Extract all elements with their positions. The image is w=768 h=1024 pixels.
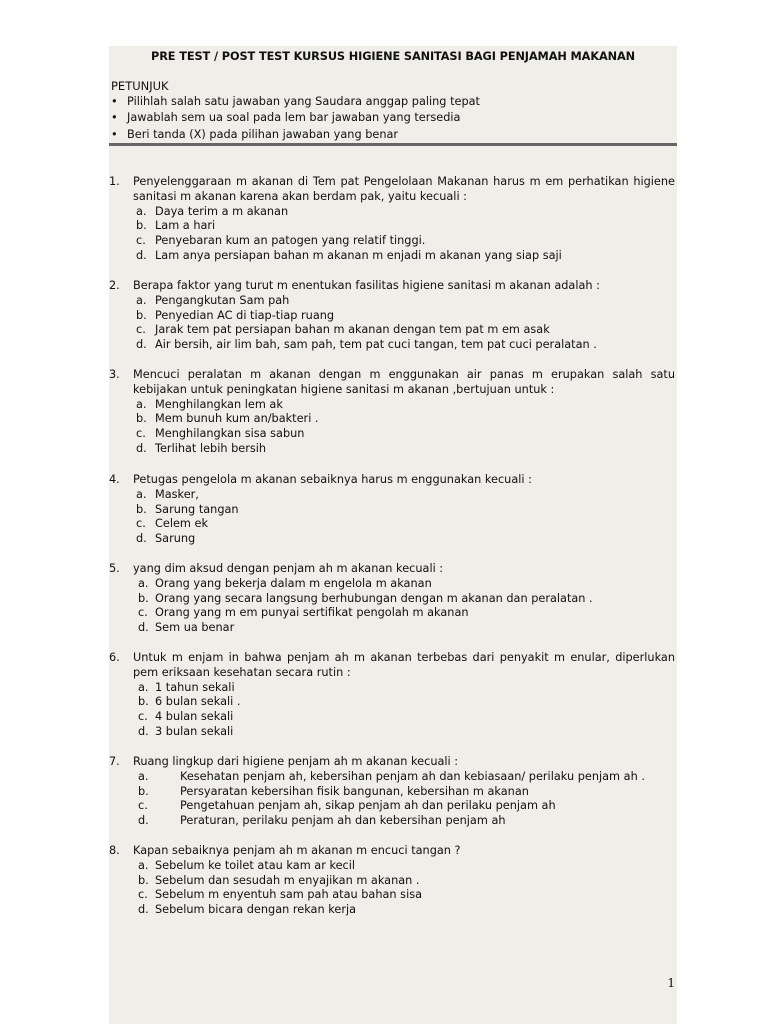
question-number: 4. — [109, 473, 120, 486]
option-letter: a. — [138, 680, 149, 694]
option-letter: a. — [138, 858, 149, 872]
answer-option — [109, 503, 675, 518]
option-letter: d. — [138, 724, 149, 738]
option-text: 1 tahun sekali — [155, 680, 235, 694]
answer-option — [109, 219, 675, 234]
question-stem — [109, 755, 675, 770]
option-text: Sem ua benar — [155, 621, 235, 635]
answer-option — [109, 799, 675, 814]
option-letter: b. — [136, 219, 147, 233]
option-letter: c. — [136, 323, 146, 337]
option-text: Sarung — [155, 532, 196, 546]
question-text: yang dim aksud dengan penjam ah m akanan kecuali : — [133, 562, 444, 575]
answer-option — [109, 577, 675, 592]
document-title: PRE TEST / POST TEST KURSUS HIGIENE SANITASI BAGI PENJAMAH MAKANAN — [151, 50, 635, 63]
question-text: Petugas pengelola m akanan sebaiknya harus m enggunakan kecuali : — [133, 473, 532, 486]
option-letter: a. — [136, 397, 147, 411]
option-letter: a. — [136, 204, 147, 218]
question-number: 7. — [109, 755, 120, 768]
option-letter: a. — [136, 487, 147, 501]
option-text: Daya terim a m akanan — [155, 204, 289, 218]
divider — [109, 143, 677, 146]
option-text: Menghilangkan lem ak — [155, 397, 283, 411]
question-stem — [109, 368, 675, 398]
option-text: Sebelum bicara dengan rekan kerja — [155, 903, 357, 917]
option-text: Lam a hari — [155, 219, 216, 233]
question-stem — [109, 175, 675, 205]
answer-option — [109, 592, 675, 607]
option-text: Pengangkutan Sam pah — [155, 293, 290, 307]
document-page — [109, 46, 677, 1024]
answer-option — [109, 710, 675, 725]
bullet-icon: • — [111, 127, 118, 141]
question-stem — [109, 651, 675, 681]
option-letter: c. — [138, 710, 148, 724]
option-letter: b. — [138, 695, 149, 709]
question-8 — [109, 844, 675, 918]
option-letter: b. — [136, 502, 147, 516]
page-number: 1 — [667, 976, 675, 990]
answer-option — [109, 234, 675, 249]
question-number: 8. — [109, 844, 120, 857]
question-number: 5. — [109, 562, 120, 575]
answer-option — [109, 249, 675, 264]
question-number: 6. — [109, 651, 120, 664]
bullet-icon: • — [111, 95, 118, 108]
option-text: Jarak tem pat persiapan bahan m akanan dengan tem pat m em asak — [155, 323, 550, 337]
answer-option — [109, 309, 675, 324]
question-number: 1. — [109, 175, 120, 188]
option-text: Orang yang bekerja dalam m engelola m akanan — [155, 576, 432, 590]
option-letter: b. — [136, 412, 147, 426]
answer-option — [109, 294, 675, 309]
answer-option — [109, 874, 675, 889]
question-2 — [109, 279, 675, 353]
option-text: Sebelum ke toilet atau kam ar kecil — [155, 858, 356, 872]
option-letter: c. — [138, 888, 148, 902]
question-text: Mencuci peralatan m akanan dengan m enggunakan air panas m erupakan salah satu kebijakan untuk peningkatan higiene sanitasi m akanan ,bertujuan untuk : — [133, 368, 675, 396]
option-text: 6 bulan sekali . — [155, 695, 241, 709]
option-text: Masker, — [155, 487, 199, 501]
instruction-item: • Jawablah sem ua soal pada lem bar jawaban yang tersedia — [111, 111, 461, 125]
option-letter: d. — [138, 903, 149, 917]
option-letter: d. — [136, 532, 147, 546]
option-text: Celem ek — [155, 517, 209, 531]
answer-option — [109, 323, 675, 338]
answer-option — [109, 488, 675, 503]
option-letter: c. — [138, 799, 148, 813]
question-4 — [109, 473, 675, 547]
option-letter: d. — [136, 338, 147, 352]
question-text: Penyelenggaraan m akanan di Tem pat Pengelolaan Makanan harus m em perhatikan higiene sanitasi m akanan karena akan berdam pak, yaitu kecuali : — [133, 175, 675, 203]
option-text: Lam anya persiapan bahan m akanan m enjadi m akanan yang siap saji — [155, 248, 562, 262]
option-text: Pengetahuan penjam ah, sikap penjam ah dan perilaku penjam ah — [180, 799, 556, 813]
option-letter: a. — [138, 769, 149, 783]
option-text: Penyedian AC di tiap-tiap ruang — [155, 308, 335, 322]
answer-option — [109, 442, 675, 457]
option-text: Penyebaran kum an patogen yang relatif tinggi. — [155, 234, 426, 248]
question-stem — [109, 473, 675, 488]
question-number: 2. — [109, 279, 120, 292]
option-text: Orang yang m em punyai sertifikat pengolah m akanan — [155, 606, 469, 620]
answer-option — [109, 412, 675, 427]
answer-option — [109, 205, 675, 220]
answer-option — [109, 621, 675, 636]
option-letter: d. — [136, 441, 147, 455]
option-text: Sebelum m enyentuh sam pah atau bahan sisa — [155, 888, 423, 902]
answer-option — [109, 517, 675, 532]
option-text: Terlihat lebih bersih — [155, 441, 267, 455]
option-text: Persyaratan kebersihan fisik bangunan, kebersihan m akanan — [180, 784, 529, 798]
answer-option — [109, 532, 675, 547]
answer-option — [109, 859, 675, 874]
option-text: 3 bulan sekali — [155, 724, 234, 738]
answer-option — [109, 770, 675, 785]
option-text: Air bersih, air lim bah, sam pah, tem pat cuci tangan, tem pat cuci peralatan . — [155, 338, 597, 352]
option-letter: a. — [136, 293, 147, 307]
instruction-item: • Pilihlah salah satu jawaban yang Saudara anggap paling tepat — [111, 95, 480, 108]
question-text: Ruang lingkup dari higiene penjam ah m akanan kecuali : — [133, 755, 459, 768]
option-letter: c. — [136, 234, 146, 248]
option-letter: b. — [138, 873, 149, 887]
question-stem — [109, 844, 675, 859]
answer-option — [109, 814, 675, 829]
answer-option — [109, 427, 675, 442]
option-letter: c. — [138, 606, 148, 620]
question-text: Untuk m enjam in bahwa penjam ah m akanan terbebas dari penyakit m enular, diperlukan pem eriksaan kesehatan secara rutin : — [133, 651, 675, 679]
question-number: 3. — [109, 368, 120, 381]
option-letter: d. — [138, 814, 149, 828]
question-6 — [109, 651, 675, 740]
answer-option — [109, 681, 675, 696]
answer-option — [109, 606, 675, 621]
question-1 — [109, 175, 675, 264]
question-3 — [109, 368, 675, 457]
answer-option — [109, 695, 675, 710]
answer-option — [109, 725, 675, 740]
option-text: Mem bunuh kum an/bakteri . — [155, 412, 319, 426]
question-text: Berapa faktor yang turut m enentukan fasilitas higiene sanitasi m akanan adalah : — [133, 279, 600, 292]
option-letter: c. — [136, 517, 146, 531]
answer-option — [109, 338, 675, 353]
option-letter: c. — [136, 427, 146, 441]
question-stem — [109, 279, 675, 294]
question-7 — [109, 755, 675, 829]
option-letter: b. — [138, 784, 149, 798]
question-stem — [109, 562, 675, 577]
option-letter: d. — [136, 248, 147, 262]
option-letter: b. — [138, 591, 149, 605]
option-text: 4 bulan sekali — [155, 710, 234, 724]
answer-option — [109, 888, 675, 903]
question-5 — [109, 562, 675, 636]
instruction-item: • Beri tanda (X) pada pilihan jawaban yang benar — [111, 127, 399, 141]
question-text: Kapan sebaiknya penjam ah m akanan m encuci tangan ? — [133, 844, 461, 857]
option-text: Peraturan, perilaku penjam ah dan kebersihan penjam ah — [180, 814, 506, 828]
answer-option — [109, 785, 675, 800]
answer-option — [109, 903, 675, 918]
bullet-icon: • — [111, 111, 118, 125]
option-letter: d. — [138, 621, 149, 635]
option-text: Kesehatan penjam ah, kebersihan penjam ah dan kebiasaan/ perilaku penjam ah . — [180, 769, 645, 783]
option-text: Menghilangkan sisa sabun — [155, 427, 305, 441]
answer-option — [109, 398, 675, 413]
option-text: Sarung tangan — [155, 502, 239, 516]
instructions-heading: PETUNJUK — [111, 79, 169, 93]
instructions-list — [109, 95, 480, 144]
option-text: Sebelum dan sesudah m enyajikan m akanan . — [155, 873, 420, 887]
option-text: Orang yang secara langsung berhubungan dengan m akanan dan peralatan . — [155, 591, 593, 605]
option-letter: a. — [138, 576, 149, 590]
option-letter: b. — [136, 308, 147, 322]
